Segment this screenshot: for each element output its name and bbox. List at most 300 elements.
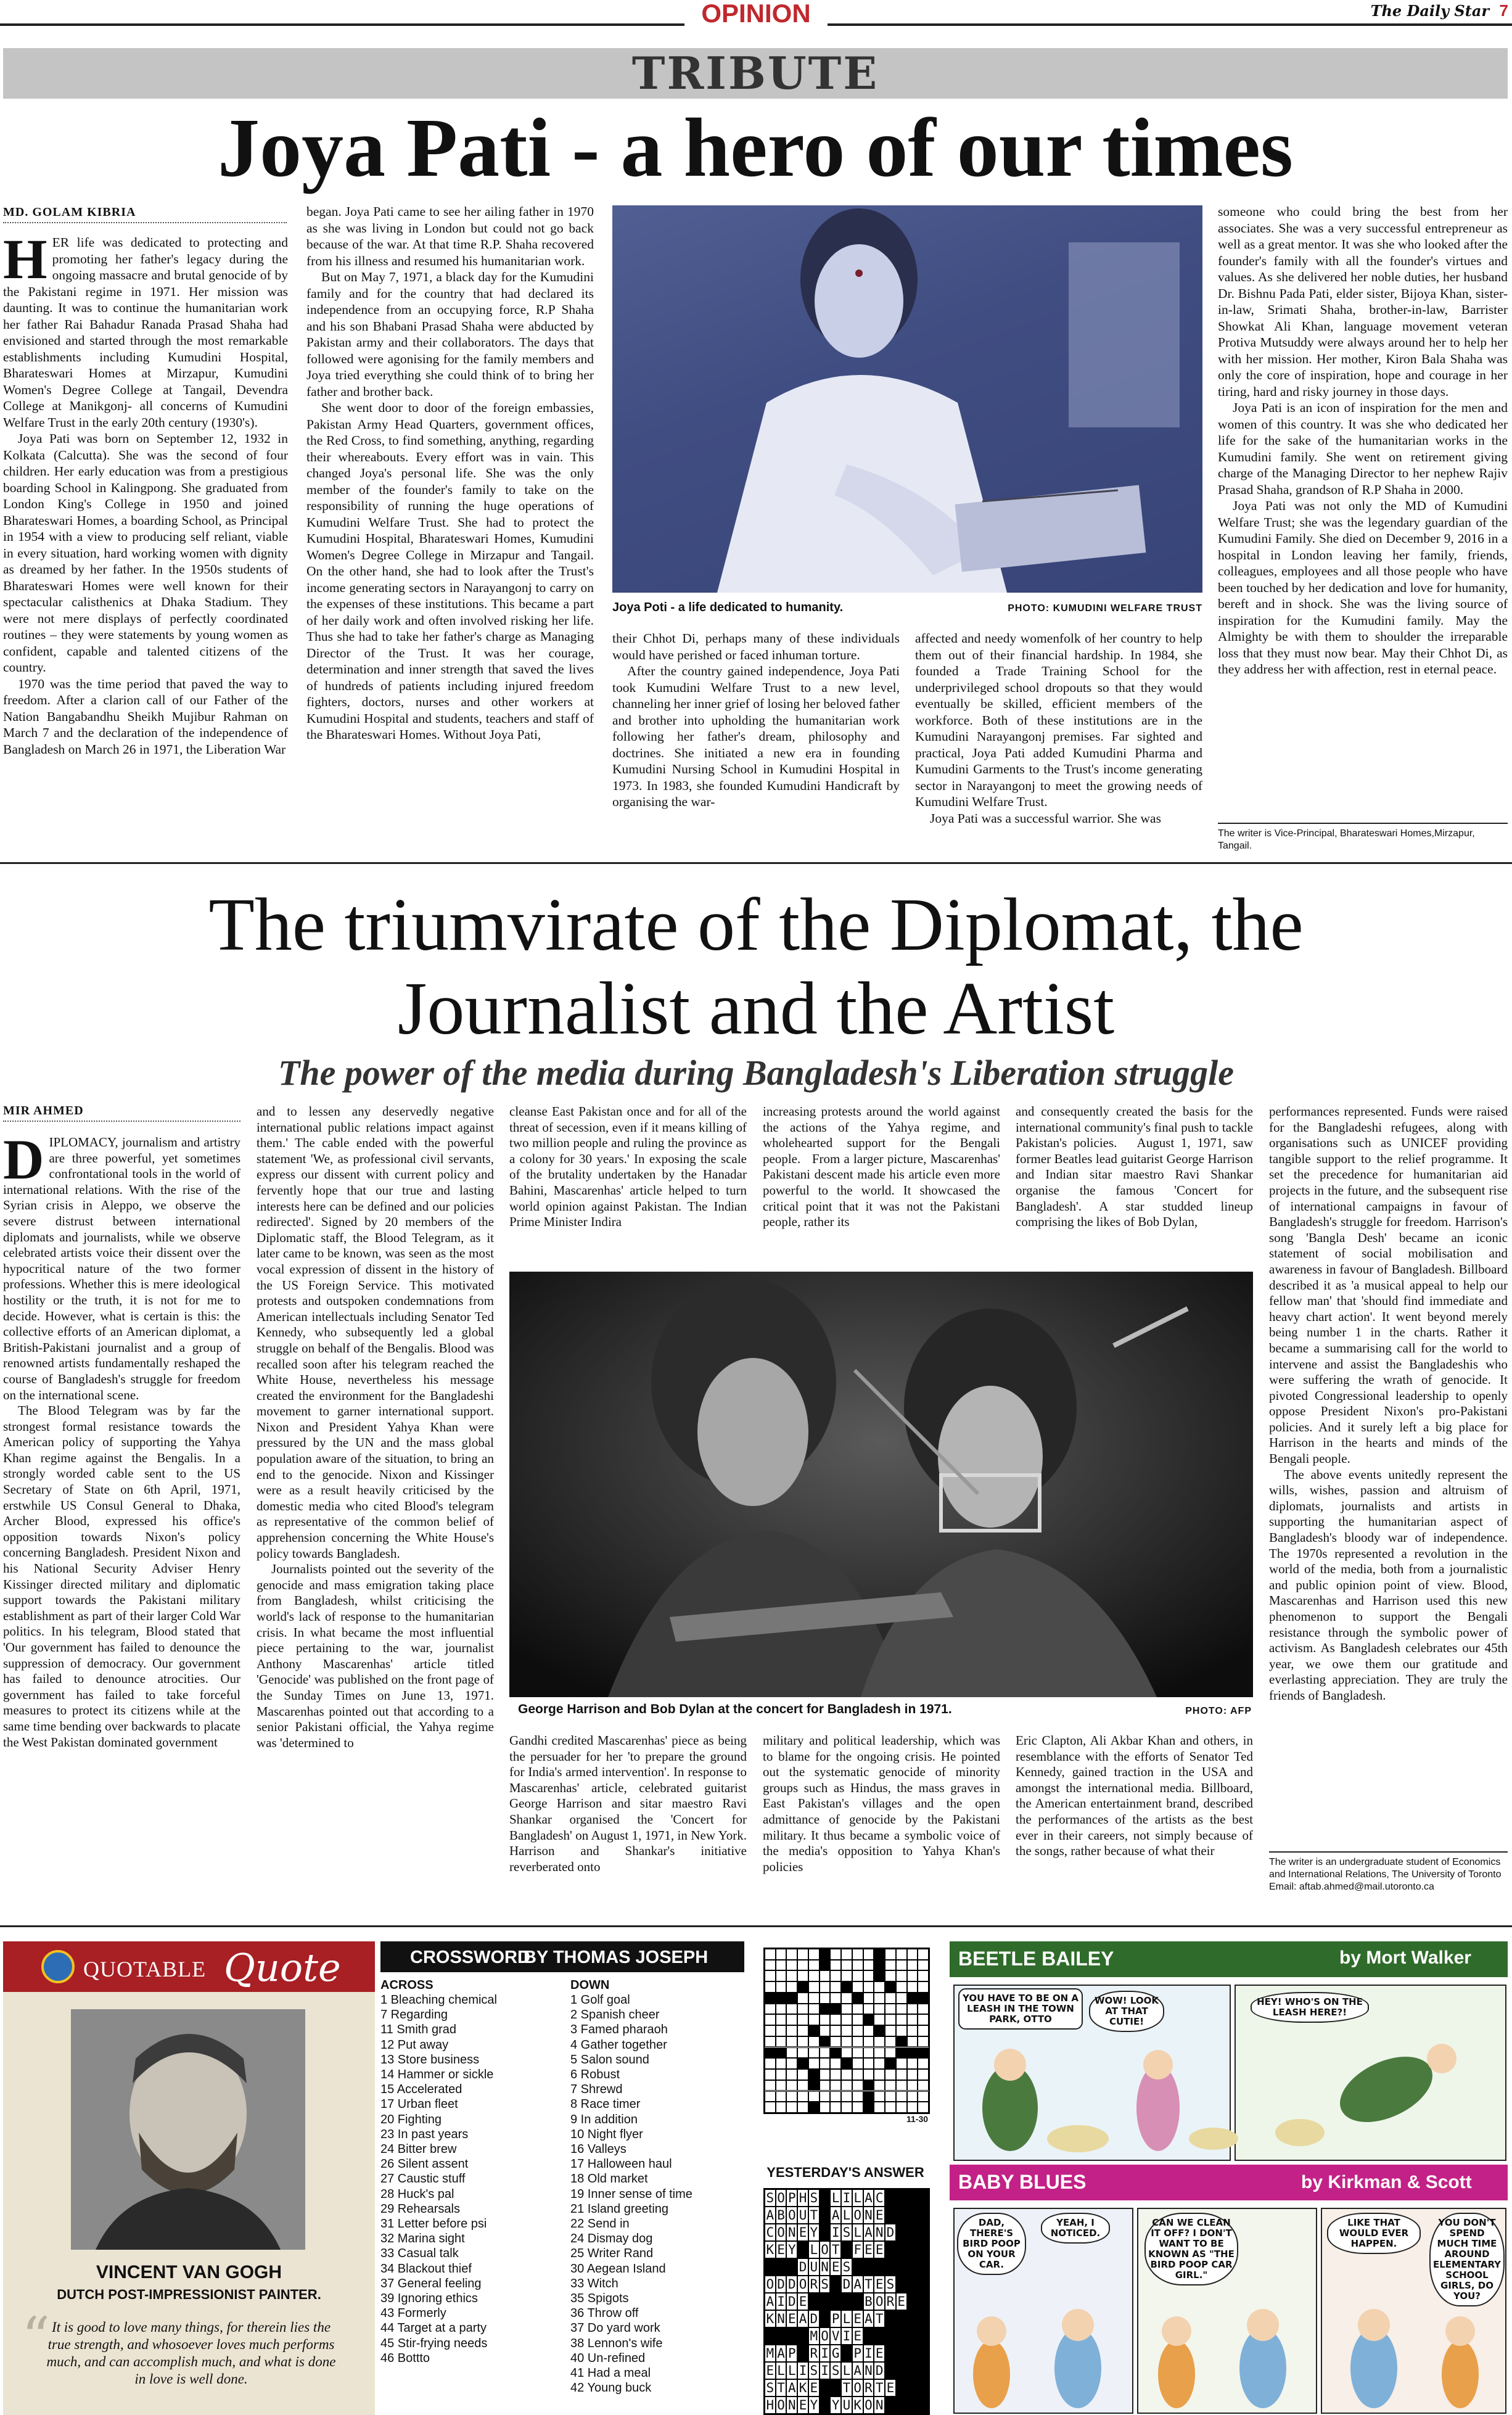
grid-cell[interactable]: [874, 1993, 885, 2004]
answer-cell: Y: [830, 2396, 841, 2414]
grid-cell[interactable]: [874, 1981, 885, 1993]
grid-cell[interactable]: [885, 2058, 896, 2069]
grid-cell[interactable]: [786, 2047, 797, 2059]
grid-cell[interactable]: [776, 1970, 787, 1981]
grid-cell[interactable]: [841, 1993, 852, 2004]
grid-cell[interactable]: [874, 2091, 885, 2102]
answer-cell: [907, 2207, 918, 2224]
grid-cell[interactable]: [776, 2036, 787, 2047]
tribute-col4-p2: Joya Pati was a successful warrior. She was: [930, 810, 1161, 826]
grid-cell[interactable]: [907, 2102, 918, 2113]
grid-cell[interactable]: [830, 2014, 841, 2025]
grid-cell[interactable]: [797, 1970, 808, 1981]
grid-cell[interactable]: [852, 2091, 863, 2102]
grid-cell[interactable]: [765, 2036, 776, 2047]
grid-cell[interactable]: [841, 2025, 852, 2036]
grid-cell[interactable]: [820, 2047, 831, 2059]
answer-cell: K: [765, 2310, 776, 2327]
grid-cell[interactable]: [786, 1981, 797, 1993]
grid-cell[interactable]: [863, 1949, 874, 1960]
tribute-col1-p2: Joya Pati was born on September 12, 1932 in Kolkata (Calcutta). She was the second of four children. Her early education was from a prestigious boarding School in Kalingpong. She graduated from London King's College in 1950 and joined Bharateswari Homes, a boarding School, as Principal in 1954 with a view to producing self reliant, viable in every situation, hard working women with dignity as dreamed by her father. In the 1950s students of Bharateswari Homes were well known for their spectacular calisthenics at Dhaka Stadium. They were not mere displays of perfectly coordinated routines – they were statements by young women as confident, capable and talented citizens of the country.: [3, 431, 288, 675]
grid-cell[interactable]: [907, 2025, 918, 2036]
grid-cell[interactable]: [863, 1960, 874, 1971]
grid-cell[interactable]: [896, 1981, 907, 1993]
grid-cell[interactable]: [776, 2025, 787, 2036]
grid-cell[interactable]: [820, 2014, 831, 2025]
grid-cell[interactable]: [776, 2058, 787, 2069]
clue-across-10: 24 Bitter brew: [380, 2142, 457, 2157]
answer-cell: L: [852, 2189, 863, 2207]
answer-cell: I: [841, 2327, 852, 2345]
grid-cell[interactable]: [786, 2014, 797, 2025]
grid-cell[interactable]: [918, 1981, 929, 1993]
grid-cell[interactable]: [841, 2080, 852, 2091]
grid-cell[interactable]: [765, 1981, 776, 1993]
grid-cell[interactable]: [830, 2036, 841, 2047]
triumvirate-footnote-rule: [1269, 1851, 1508, 1853]
grid-cell[interactable]: [786, 2025, 797, 2036]
grid-cell[interactable]: [841, 1981, 852, 1993]
grid-cell[interactable]: [852, 1993, 863, 2004]
answer-cell: Y: [786, 2241, 797, 2258]
grid-cell[interactable]: [786, 2102, 797, 2113]
grid-cell[interactable]: [808, 2069, 820, 2080]
answer-cell: O: [852, 2379, 863, 2396]
grid-cell[interactable]: [797, 2091, 808, 2102]
clue-across-6: 15 Accelerated: [380, 2083, 462, 2097]
grid-cell[interactable]: [797, 2004, 808, 2015]
grid-cell[interactable]: [885, 2102, 896, 2113]
clue-across-5: 14 Hammer or sickle: [380, 2068, 494, 2082]
grid-cell[interactable]: [907, 2014, 918, 2025]
answer-cell: C: [765, 2224, 776, 2241]
grid-cell[interactable]: [808, 2025, 820, 2036]
grid-cell[interactable]: [808, 1981, 820, 1993]
grid-cell[interactable]: [797, 2025, 808, 2036]
clue-down-25: 41 Had a meal: [570, 2366, 651, 2380]
grid-cell[interactable]: [797, 1949, 808, 1960]
grid-cell[interactable]: [863, 2080, 874, 2091]
clue-down-5: 6 Robust: [570, 2068, 620, 2082]
grid-cell[interactable]: [830, 2004, 841, 2015]
grid-cell[interactable]: [896, 1949, 907, 1960]
grid-cell[interactable]: [863, 1981, 874, 1993]
triumvirate-footnote: The writer is an undergraduate student of Economics and International Relations, The University of Toronto Email: aftab.ahmed@mail.utoronto.ca: [1269, 1857, 1502, 1892]
grid-cell[interactable]: [830, 2091, 841, 2102]
grid-cell[interactable]: [863, 1993, 874, 2004]
answer-cell: O: [786, 2207, 797, 2224]
grid-cell[interactable]: [797, 2069, 808, 2080]
grid-cell[interactable]: [918, 2036, 929, 2047]
grid-cell[interactable]: [863, 2004, 874, 2015]
grid-cell[interactable]: [918, 2080, 929, 2091]
answer-cell: N: [863, 2207, 874, 2224]
grid-cell[interactable]: [765, 2091, 776, 2102]
grid-cell[interactable]: [885, 2025, 896, 2036]
grid-cell[interactable]: [852, 1960, 863, 1971]
answer-cell: R: [808, 2345, 820, 2362]
grid-cell[interactable]: [776, 2014, 787, 2025]
grid-cell[interactable]: [885, 1981, 896, 1993]
grid-cell[interactable]: [918, 2004, 929, 2015]
grid-cell[interactable]: [786, 2080, 797, 2091]
grid-cell[interactable]: [776, 1993, 787, 2004]
portrait-illustration: [71, 2009, 305, 2250]
grid-cell[interactable]: [863, 2047, 874, 2059]
grid-cell[interactable]: [776, 2047, 787, 2059]
grid-cell[interactable]: [896, 2058, 907, 2069]
grid-cell[interactable]: [841, 2014, 852, 2025]
grid-cell[interactable]: [808, 1970, 820, 1981]
grid-cell[interactable]: [820, 1993, 831, 2004]
grid-cell[interactable]: [863, 1970, 874, 1981]
grid-cell[interactable]: [765, 2058, 776, 2069]
grid-cell[interactable]: [830, 2069, 841, 2080]
grid-cell[interactable]: [852, 2069, 863, 2080]
grid-cell[interactable]: [786, 2058, 797, 2069]
grid-cell[interactable]: [852, 1970, 863, 1981]
grid-cell[interactable]: [896, 2102, 907, 2113]
crossword-grid[interactable]: [763, 1948, 930, 2114]
grid-cell[interactable]: [896, 1993, 907, 2004]
answer-cell: S: [820, 2276, 831, 2293]
grid-cell[interactable]: [885, 2069, 896, 2080]
grid-cell[interactable]: [797, 2080, 808, 2091]
grid-cell[interactable]: [918, 1993, 929, 2004]
grid-cell[interactable]: [841, 2004, 852, 2015]
grid-cell[interactable]: [830, 1960, 841, 1971]
across-label: ACROSS: [380, 1978, 433, 1992]
grid-cell[interactable]: [852, 2025, 863, 2036]
grid-cell[interactable]: [776, 1981, 787, 1993]
grid-cell[interactable]: [918, 1970, 929, 1981]
grid-cell[interactable]: [918, 2014, 929, 2025]
grid-cell[interactable]: [797, 1981, 808, 1993]
grid-cell[interactable]: [896, 2069, 907, 2080]
answer-cell: [820, 2224, 831, 2241]
grid-cell[interactable]: [830, 1993, 841, 2004]
tribute-col-2: [306, 204, 594, 854]
grid-cell[interactable]: [841, 1949, 852, 1960]
grid-cell[interactable]: [765, 1970, 776, 1981]
grid-cell[interactable]: [830, 1949, 841, 1960]
grid-cell[interactable]: [918, 1960, 929, 1971]
grid-cell[interactable]: [765, 2025, 776, 2036]
grid-cell[interactable]: [820, 2080, 831, 2091]
grid-cell[interactable]: [863, 2069, 874, 2080]
grid-cell[interactable]: [907, 2091, 918, 2102]
grid-cell[interactable]: [918, 2025, 929, 2036]
grid-cell[interactable]: [841, 2036, 852, 2047]
grid-cell[interactable]: [820, 2102, 831, 2113]
grid-cell[interactable]: [907, 1960, 918, 1971]
baby-blues-strip: [950, 2165, 1508, 2415]
grid-cell[interactable]: [820, 1970, 831, 1981]
clue-across-11: 26 Silent assent: [380, 2157, 469, 2171]
triumvirate-col-3-top: [509, 1104, 747, 1270]
grid-cell[interactable]: [896, 2047, 907, 2059]
grid-cell[interactable]: [820, 2025, 831, 2036]
grid-cell[interactable]: [863, 2091, 874, 2102]
grid-cell[interactable]: [852, 2004, 863, 2015]
grid-cell[interactable]: [863, 2014, 874, 2025]
grid-cell[interactable]: [885, 2047, 896, 2059]
grid-cell[interactable]: [896, 2025, 907, 2036]
grid-cell[interactable]: [786, 2069, 797, 2080]
grid-cell[interactable]: [830, 2025, 841, 2036]
grid-cell[interactable]: [918, 2102, 929, 2113]
grid-cell[interactable]: [765, 2047, 776, 2059]
grid-cell[interactable]: [874, 1949, 885, 1960]
grid-cell[interactable]: [786, 2036, 797, 2047]
grid-cell[interactable]: [776, 2091, 787, 2102]
grid-cell[interactable]: [830, 2047, 841, 2059]
answer-cell: E: [808, 2379, 820, 2396]
grid-cell[interactable]: [874, 2004, 885, 2015]
grid-cell[interactable]: [874, 1960, 885, 1971]
grid-cell[interactable]: [765, 2102, 776, 2113]
grid-cell[interactable]: [808, 2004, 820, 2015]
grid-cell[interactable]: [786, 2091, 797, 2102]
grid-cell[interactable]: [885, 2014, 896, 2025]
answer-cell: [907, 2293, 918, 2310]
grid-cell[interactable]: [907, 2080, 918, 2091]
tribute-byline: MD. GOLAM KIBRIA: [3, 205, 287, 223]
grid-cell[interactable]: [808, 1960, 820, 1971]
grid-cell[interactable]: [830, 2058, 841, 2069]
answer-cell: [907, 2189, 918, 2207]
grid-cell[interactable]: [765, 1949, 776, 1960]
grid-cell[interactable]: [808, 2080, 820, 2091]
quote-text: It is good to love many things, for therein lies the true strength, and whosoever loves much performs much, and can accomplish much, and what is done in love is well done.: [46, 2319, 336, 2387]
bottom-divider: [0, 1925, 1512, 1927]
tribute-col-4: [915, 630, 1202, 854]
grid-cell[interactable]: [874, 2058, 885, 2069]
crossword-down: [570, 1978, 755, 2395]
grid-cell[interactable]: [808, 2058, 820, 2069]
grid-cell[interactable]: [765, 2004, 776, 2015]
grid-cell[interactable]: [874, 1970, 885, 1981]
grid-cell[interactable]: [863, 2025, 874, 2036]
grid-cell[interactable]: [820, 2036, 831, 2047]
grid-cell[interactable]: [841, 2102, 852, 2113]
grid-cell[interactable]: [852, 2036, 863, 2047]
grid-cell[interactable]: [918, 1949, 929, 1960]
grid-cell[interactable]: [885, 2004, 896, 2015]
grid-cell[interactable]: [907, 1970, 918, 1981]
grid-cell[interactable]: [852, 2047, 863, 2059]
grid-cell[interactable]: [918, 2069, 929, 2080]
grid-cell[interactable]: [776, 2080, 787, 2091]
masthead-small: [1366, 1, 1508, 23]
grid-cell[interactable]: [841, 2047, 852, 2059]
grid-cell[interactable]: [830, 1970, 841, 1981]
answer-cell: A: [765, 2207, 776, 2224]
crossword-across: [380, 1978, 559, 2366]
grid-cell[interactable]: [808, 1993, 820, 2004]
clue-down-12: 18 Old market: [570, 2172, 648, 2186]
grid-cell[interactable]: [896, 1960, 907, 1971]
clue-down-11: 17 Halloween haul: [570, 2157, 672, 2171]
grid-cell[interactable]: [841, 2091, 852, 2102]
grid-cell[interactable]: [786, 1960, 797, 1971]
grid-cell[interactable]: [907, 2036, 918, 2047]
clue-across-3: 12 Put away: [380, 2038, 449, 2052]
grid-cell[interactable]: [820, 1949, 831, 1960]
answer-cell: [820, 2310, 831, 2327]
answer-cell: [885, 2241, 896, 2258]
grid-cell[interactable]: [786, 1970, 797, 1981]
grid-cell[interactable]: [797, 1993, 808, 2004]
grid-cell[interactable]: [852, 2080, 863, 2091]
grid-cell[interactable]: [907, 2069, 918, 2080]
grid-cell[interactable]: [885, 1970, 896, 1981]
quote-person: VINCENT VAN GOGH: [96, 2262, 282, 2282]
grid-cell[interactable]: [820, 2091, 831, 2102]
grid-cell[interactable]: [841, 2058, 852, 2069]
answer-cell: N: [776, 2310, 787, 2327]
grid-cell[interactable]: [830, 1981, 841, 1993]
grid-cell[interactable]: [896, 2004, 907, 2015]
grid-cell[interactable]: [797, 2036, 808, 2047]
grid-cell[interactable]: [808, 1949, 820, 1960]
grid-cell[interactable]: [808, 2047, 820, 2059]
grid-cell[interactable]: [918, 2058, 929, 2069]
grid-cell[interactable]: [907, 1981, 918, 1993]
grid-cell[interactable]: [776, 2069, 787, 2080]
triumvirate-col-5-top: [1016, 1104, 1253, 1270]
grid-cell[interactable]: [841, 1970, 852, 1981]
grid-cell[interactable]: [808, 2036, 820, 2047]
grid-cell[interactable]: [874, 2014, 885, 2025]
answer-cell: S: [808, 2189, 820, 2207]
grid-cell[interactable]: [820, 1960, 831, 1971]
grid-cell[interactable]: [765, 1993, 776, 2004]
answer-cell: [918, 2276, 929, 2293]
grid-cell[interactable]: [874, 2102, 885, 2113]
clue-down-13: 19 Inner sense of time: [570, 2187, 692, 2201]
tribute-footnote: The writer is Vice-Principal, Bharateswari Homes,Mirzapur, Tangail.: [1218, 828, 1475, 851]
answer-cell: [885, 2327, 896, 2345]
grid-cell[interactable]: [786, 1949, 797, 1960]
grid-cell[interactable]: [786, 1993, 797, 2004]
grid-cell[interactable]: [874, 2047, 885, 2059]
answer-cell: [786, 2327, 797, 2345]
grid-cell[interactable]: [852, 2058, 863, 2069]
grid-cell[interactable]: [852, 1949, 863, 1960]
grid-cell[interactable]: [885, 1993, 896, 2004]
grid-cell[interactable]: [863, 2102, 874, 2113]
grid-cell[interactable]: [907, 1949, 918, 1960]
grid-cell[interactable]: [885, 1949, 896, 1960]
answer-cell: M: [808, 2327, 820, 2345]
grid-cell[interactable]: [885, 2091, 896, 2102]
grid-cell[interactable]: [918, 2047, 929, 2059]
beetle-art: [955, 2040, 1503, 2157]
answer-cell: S: [830, 2362, 841, 2379]
grid-cell[interactable]: [852, 1981, 863, 1993]
answer-cell: [852, 2258, 863, 2276]
grid-cell[interactable]: [820, 2004, 831, 2015]
grid-cell[interactable]: [896, 1970, 907, 1981]
grid-cell[interactable]: [896, 2091, 907, 2102]
grid-cell[interactable]: [885, 2036, 896, 2047]
quote-role: DUTCH POST-IMPRESSIONIST PAINTER.: [57, 2287, 321, 2302]
grid-cell[interactable]: [830, 2102, 841, 2113]
grid-cell[interactable]: [765, 2014, 776, 2025]
grid-cell[interactable]: [896, 2036, 907, 2047]
grid-cell[interactable]: [820, 1981, 831, 1993]
grid-cell[interactable]: [852, 2014, 863, 2025]
grid-cell[interactable]: [786, 2004, 797, 2015]
grid-cell[interactable]: [776, 1949, 787, 1960]
clue-down-4: 5 Salon sound: [570, 2052, 649, 2067]
answer-cell: A: [765, 2293, 776, 2310]
grid-cell[interactable]: [863, 2036, 874, 2047]
yesterday-answer-grid: [763, 2188, 930, 2415]
grid-cell[interactable]: [797, 2058, 808, 2069]
grid-cell[interactable]: [918, 2091, 929, 2102]
grid-cell[interactable]: [896, 2080, 907, 2091]
grid-cell[interactable]: [874, 2080, 885, 2091]
beetle-panel1-speech: YOU HAVE TO BE ON A LEASH IN THE TOWN PARK, OTTO: [958, 1988, 1083, 2030]
grid-cell[interactable]: [797, 1960, 808, 1971]
grid-cell[interactable]: [797, 2014, 808, 2025]
grid-cell[interactable]: [776, 2102, 787, 2113]
answer-cell: [907, 2310, 918, 2327]
grid-cell[interactable]: [776, 2004, 787, 2015]
grid-cell[interactable]: [808, 2102, 820, 2113]
grid-cell[interactable]: [808, 2091, 820, 2102]
grid-cell[interactable]: [797, 2047, 808, 2059]
grid-cell[interactable]: [885, 1960, 896, 1971]
clue-down-16: 24 Dismay dog: [570, 2232, 653, 2246]
grid-cell[interactable]: [907, 2004, 918, 2015]
grid-cell[interactable]: [907, 2047, 918, 2059]
grid-cell[interactable]: [765, 2080, 776, 2091]
grid-cell[interactable]: [820, 2069, 831, 2080]
answer-cell: T: [808, 2207, 820, 2224]
grid-cell[interactable]: [874, 2069, 885, 2080]
grid-cell[interactable]: [907, 2058, 918, 2069]
crossword-date: 11-30: [906, 2114, 929, 2124]
grid-cell[interactable]: [765, 1960, 776, 1971]
grid-cell[interactable]: [874, 2025, 885, 2036]
clue-across-13: 28 Huck's pal: [380, 2187, 454, 2201]
grid-cell[interactable]: [841, 2069, 852, 2080]
clue-down-0: 1 Golf goal: [570, 1993, 630, 2007]
grid-cell[interactable]: [896, 2014, 907, 2025]
grid-cell[interactable]: [863, 2058, 874, 2069]
grid-cell[interactable]: [852, 2102, 863, 2113]
answer-cell: S: [765, 2189, 776, 2207]
clue-across-12: 27 Caustic stuff: [380, 2172, 466, 2186]
grid-cell[interactable]: [808, 2014, 820, 2025]
grid-cell[interactable]: [841, 1960, 852, 1971]
answer-cell: [786, 2258, 797, 2276]
grid-cell[interactable]: [907, 1993, 918, 2004]
grid-cell[interactable]: [797, 2102, 808, 2113]
grid-cell[interactable]: [885, 2080, 896, 2091]
answer-cell: K: [765, 2241, 776, 2258]
answer-cell: [896, 2224, 907, 2241]
grid-cell[interactable]: [765, 2069, 776, 2080]
grid-cell[interactable]: [830, 2080, 841, 2091]
answer-cell: [885, 2207, 896, 2224]
grid-cell[interactable]: [874, 2036, 885, 2047]
grid-cell[interactable]: [820, 2058, 831, 2069]
grid-cell[interactable]: [776, 1960, 787, 1971]
